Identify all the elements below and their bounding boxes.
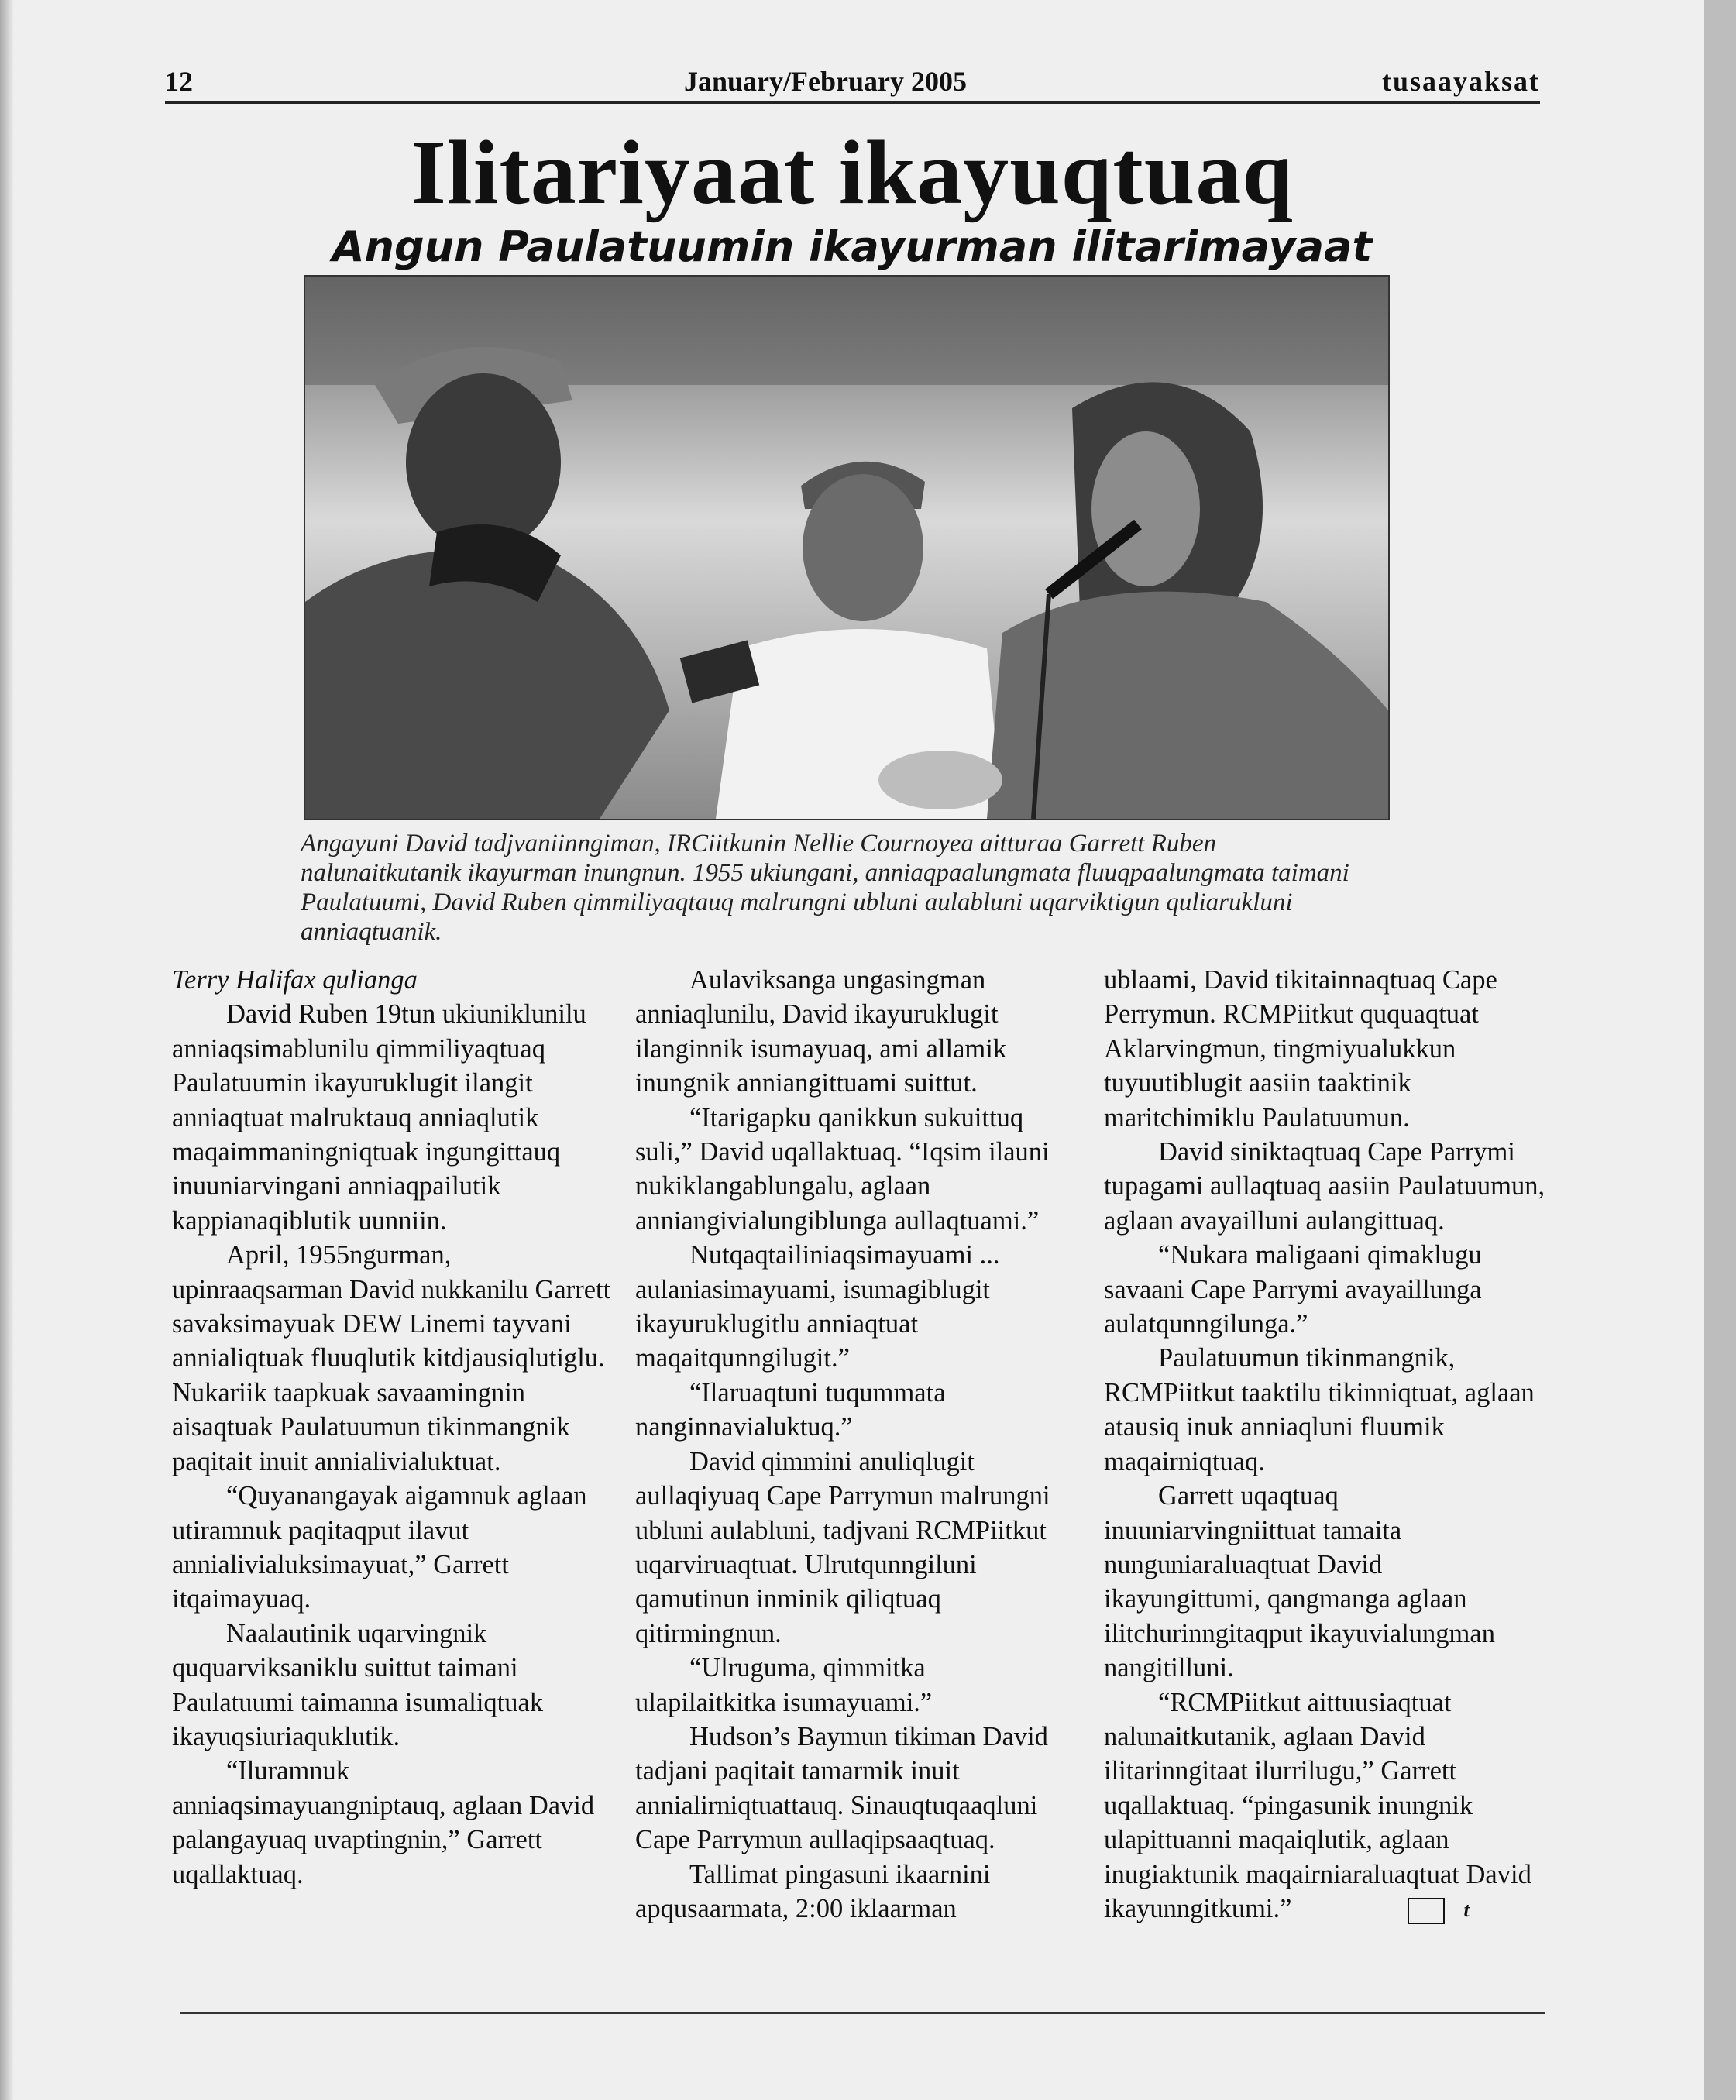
paragraph-text: “RCMPiitkut aittuusiaqtuat nalunaitkutanik, aglaan David ilitarinngitaat ilurrilugu,” Garrett uqallaktuaq. “pingasunik inungnik ulapittuanni maqaiqlutik, aglaan inugiaktunik maqairniaraluaqtuat David ikayunngitkumi.”: [1104, 1687, 1531, 1923]
paragraph: Naalautinik uqarvingnik ququarviksaniklu suittut taimani Paulatuumi taimanna isumaliqtuak ikayuqsiuriaquklutik.: [172, 1618, 544, 1751]
article-photo: [304, 275, 1390, 820]
article-subtitle: Angun Paulatuumin ikayurman ilitarimayaat: [332, 222, 1373, 271]
article-column-1: [172, 963, 614, 1892]
article-column-2: [635, 963, 1054, 1926]
paragraph: “Ulruguma, qimmitka ulapilaitkitka isumayuami.”: [635, 1653, 933, 1717]
paragraph: Hudson’s Baymun tikiman David tadjani paqitait tamarmik inuit annialirniqtuattauq. Sinauqtuqaaqluni Cape Parrymun aullaqipsaaqtuaq.: [635, 1721, 1048, 1855]
paragraph: “Ilaruaqtuni tuqummata nanginnavialuktuq.”: [635, 1377, 946, 1442]
photo-illustration: [305, 277, 1388, 819]
paragraph: David qimmini anuliqlugit aullaqiyuaq Cape Parrymun malrungni ubluni aulabluni, tadjvani RCMPiitkut uqarviruaqtuat. Ulrutqunngiluni qamutinun inminik qiliqtuaq qitirmingnun.: [635, 1446, 1050, 1648]
byline: Terry Halifax quliangа: [172, 965, 418, 995]
article-column-3: [1104, 963, 1545, 1926]
paragraph: “Itarigapku qanikkun sukuittuq suli,” David uqallaktuaq. “Iqsim ilauni nukiklangablungalu, aglaan anniangivialungiblunga aullaqtuami.”: [635, 1102, 1050, 1236]
paragraph: Aulaviksanga ungasingman anniaqlunilu, David ikayuruklugit ilanginnik isumayuaq, ami allamik inungnik anniangittuami suittut.: [635, 965, 1007, 1098]
photo-caption: Angayuni David tadjvaniinngiman, IRCiitkunin Nellie Cournoyea aitturaa Garrett Ruben nalunaitkutanik ikayurman inungnun. 1955 ukiungani, anniaqpaalungmata fluuqpaalungmata taimani Paulatuumi, David Ruben qimmiliyaqtauq malrungni ubluni aulabluni uqarviktigun quliarukluni anniaqtuanik.: [301, 830, 1349, 946]
publication-name: tusaayaksat: [1381, 66, 1540, 97]
paragraph: ublaami, David tikitainnaqtuaq Cape Perrymun. RCMPiitkut ququaqtuat Aklarvingmun, tingmiyualukkun tuyuutiblugit aasiin taaktinik maritchimiklu Paulatuumun.: [1104, 965, 1497, 1132]
paragraph: “Nukara maligaani qimaklugu savaani Cape Parrymi avayaillunga aulatqunngilunga.”: [1104, 1240, 1482, 1339]
paragraph: “Iluramnuk anniaqsimayuangniptauq, aglaan David palangayuaq uvaptingnin,” Garrett uqallaktuaq.: [172, 1756, 595, 1889]
paragraph: Tallimat pingasuni ikaarnini apqusaarmata, 2:00 iklaarman: [635, 1859, 991, 1923]
paragraph: David Ruben 19tun ukiuniklunilu anniaqsimablunilu qimmiliyaqtuaq Paulatuumin ikayuruklugit ilangit anniaqtuat malruktauq anniaqlutik maqaimmaningniqtuak ingungittauq inuuniarvingani anniaqpailutik kappianaqiblutik uunniin.: [172, 999, 586, 1236]
page-gutter-shadow: [0, 0, 14, 2100]
page-header: [165, 65, 1540, 101]
article-title: Ilitariyaat ikayuqtuaq: [411, 122, 1294, 223]
paragraph: Paulatuumun tikinmangnik, RCMPiitkut taaktilu tikinniqtuat, aglaan atausiq inuk anniaqluni fluumik maqairniqtuaq.: [1104, 1343, 1535, 1476]
page-number: 12: [165, 66, 193, 97]
handshake: [878, 751, 1002, 809]
issue-date: January/February 2005: [684, 66, 967, 97]
end-of-article-mark: t: [1408, 1898, 1445, 1924]
paragraph: Garrett uqaqtuaq inuuniarvingniittuat tamaita nunguniaraluaqtuat David ikayungittumi, qangmanga aglaan ilitchurinngitaqput ikayuvialungman nangitilluni.: [1104, 1481, 1495, 1683]
paragraph: “Quyanangayak aigamnuk aglaan utiramnuk paqitaqput ilavut annialivialuksimayuat,” Garrett itqaimayuaq.: [172, 1481, 587, 1614]
paragraph: Nutqaqtailiniaqsimayuami ... aulaniasimayuami, isumagiblugit ikayuruklugitlu anniaqtuat maqaitqunngilugit.”: [635, 1240, 1000, 1373]
paragraph: [1104, 1686, 1545, 1926]
page-edge: [1704, 0, 1736, 2100]
header-rule: [165, 101, 1540, 104]
paragraph: April, 1955ngurman, upinraaqsarman David nukkanilu Garrett savaksimayuak DEW Linemi tayvani annialiqtuak fluuqlutik kitdjausiqlutiglu. Nukariik taapkuak savaamingnin aisaqtuak Paulatuumun tikinmangnik paqitait inuit annialivialuktuat.: [172, 1240, 611, 1476]
paragraph: David siniktaqtuaq Cape Parrymi tupagami aullaqtuaq aasiin Paulatuumun, aglaan avayailluni aulangittuaq.: [1104, 1137, 1545, 1236]
footer-rule: [180, 2012, 1545, 2014]
